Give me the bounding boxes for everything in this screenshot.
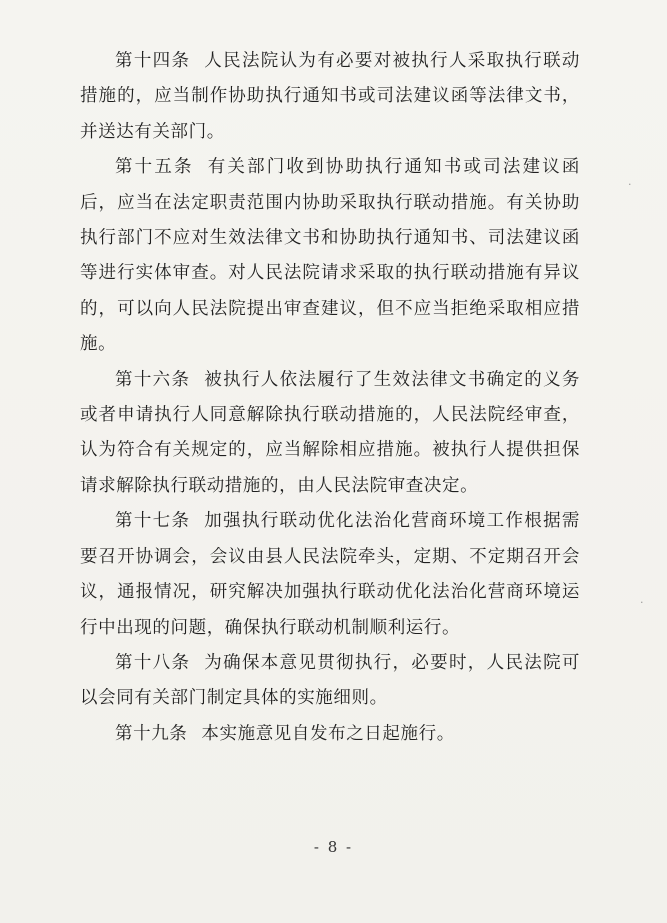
article-text: 为确保本意见贯彻执行，必要时，人民法院可以会同有关部门制定具体的实施细则。 xyxy=(80,652,581,709)
document-body xyxy=(80,44,580,752)
article-number: 第十五条 xyxy=(115,157,194,178)
article-19 xyxy=(80,717,580,752)
article-text: 有关部门收到协助执行通知书或司法建议函后，应当在法定职责范围内协助采取执行联动措施。有关协助执行部门不应对生效法律文书和协助执行通知书、司法建议函等进行实体审查。对人民法院请求采取的执行联动措施有异议的，可以向人民法院提出审查建议，但不应当拒绝采取相应措施。 xyxy=(80,157,580,355)
article-text: 人民法院认为有必要对被执行人采取执行联动措施的，应当制作协助执行通知书或司法建议函等法律文书，并送达有关部门。 xyxy=(80,51,581,142)
scan-speck: · xyxy=(640,596,644,609)
article-number: 第十四条 xyxy=(115,51,191,71)
article-18 xyxy=(80,646,580,717)
article-text: 被执行人依法履行了生效法律文书确定的义务或者申请执行人同意解除执行联动措施的，人民法院经审查，认为符合有关规定的，应当解除相应措施。被执行人提供担保请求解除执行联动措施的，由人民法院审查决定。 xyxy=(80,369,581,496)
scan-speck: · xyxy=(628,178,632,191)
page-number: - 8 - xyxy=(313,838,354,856)
article-text: 本实施意见自发布之日起施行。 xyxy=(201,723,455,744)
article-14 xyxy=(80,44,580,150)
article-16 xyxy=(80,363,580,505)
article-number: 第十七条 xyxy=(115,511,191,532)
article-number: 第十六条 xyxy=(115,369,191,390)
article-17 xyxy=(80,504,580,646)
article-number: 第十八条 xyxy=(115,652,191,673)
article-15 xyxy=(80,150,580,362)
article-number: 第十九条 xyxy=(115,723,188,744)
article-text: 加强执行联动优化法治化营商环境工作根据需要召开协调会，会议由县人民法院牵头，定期、不定期召开会议，通报情况，研究解决加强执行联动优化法治化营商环境运行中出现的问题，确保执行联动机制顺利运行。 xyxy=(80,511,581,638)
